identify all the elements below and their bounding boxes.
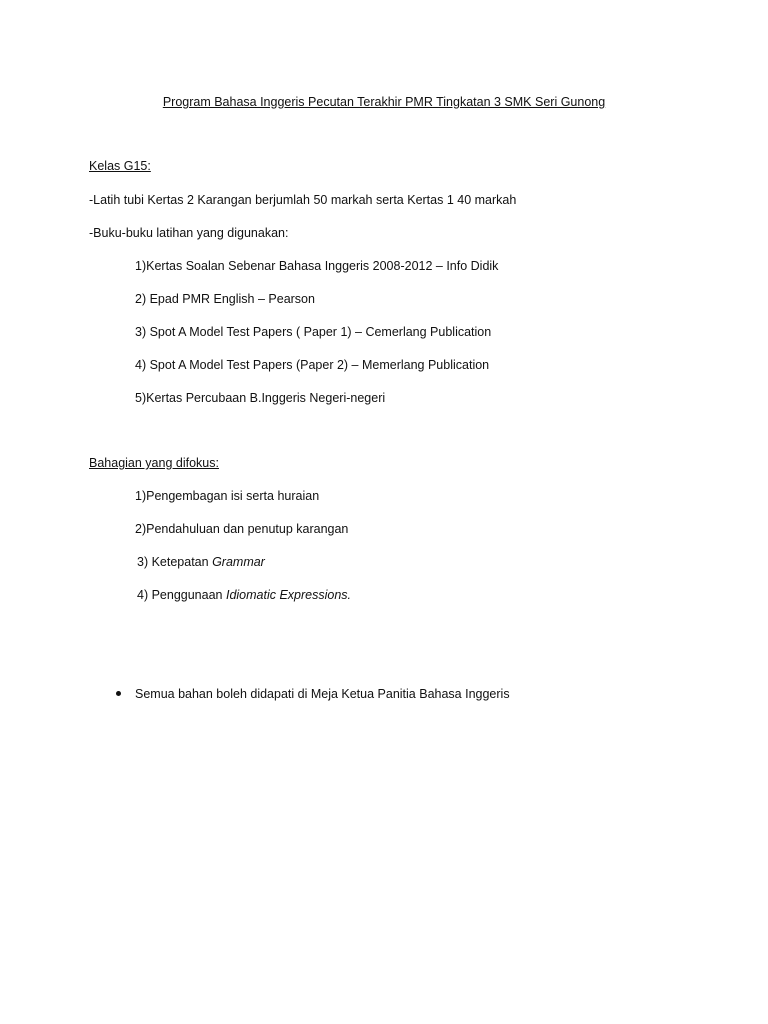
focus-item-4-prefix: 4) Penggunaan [137,588,226,602]
bullet-note [116,686,510,702]
bullet-note-text: Semua bahan boleh didapati di Meja Ketua Panitia Bahasa Inggeris [135,687,510,701]
focus-item-1: 1)Pengembagan isi serta huraian [135,489,320,503]
focus-item-4 [137,587,351,603]
focus-item-3-prefix: 3) Ketepatan [137,555,213,569]
books-intro: -Buku-buku latihan yang digunakan: [89,226,289,240]
book-item-3: 3) Spot A Model Test Papers ( Paper 1) – Cemerlang Publication [135,325,492,339]
book-item-2: 2) Epad PMR English – Pearson [135,292,315,306]
focus-item-3-term: Grammar [212,555,265,569]
book-item-5: 5)Kertas Percubaan B.Inggeris Negeri-negeri [135,391,386,405]
focus-item-3 [137,554,265,570]
bullet-icon [116,691,121,696]
drill-line: -Latih tubi Kertas 2 Karangan berjumlah 50 markah serta Kertas 1 40 markah [89,193,517,207]
document-title: Program Bahasa Inggeris Pecutan Terakhir PMR Tingkatan 3 SMK Seri Gunong [162,95,606,109]
book-item-4: 4) Spot A Model Test Papers (Paper 2) – Memerlang Publication [135,358,490,372]
book-item-1: 1)Kertas Soalan Sebenar Bahasa Inggeris 2008-2012 – Info Didik [135,259,499,273]
focus-heading: Bahagian yang difokus: [89,456,219,470]
focus-item-2: 2)Pendahuluan dan penutup karangan [135,522,349,536]
class-heading: Kelas G15: [89,159,151,173]
focus-item-4-term: Idiomatic Expressions. [225,588,352,602]
